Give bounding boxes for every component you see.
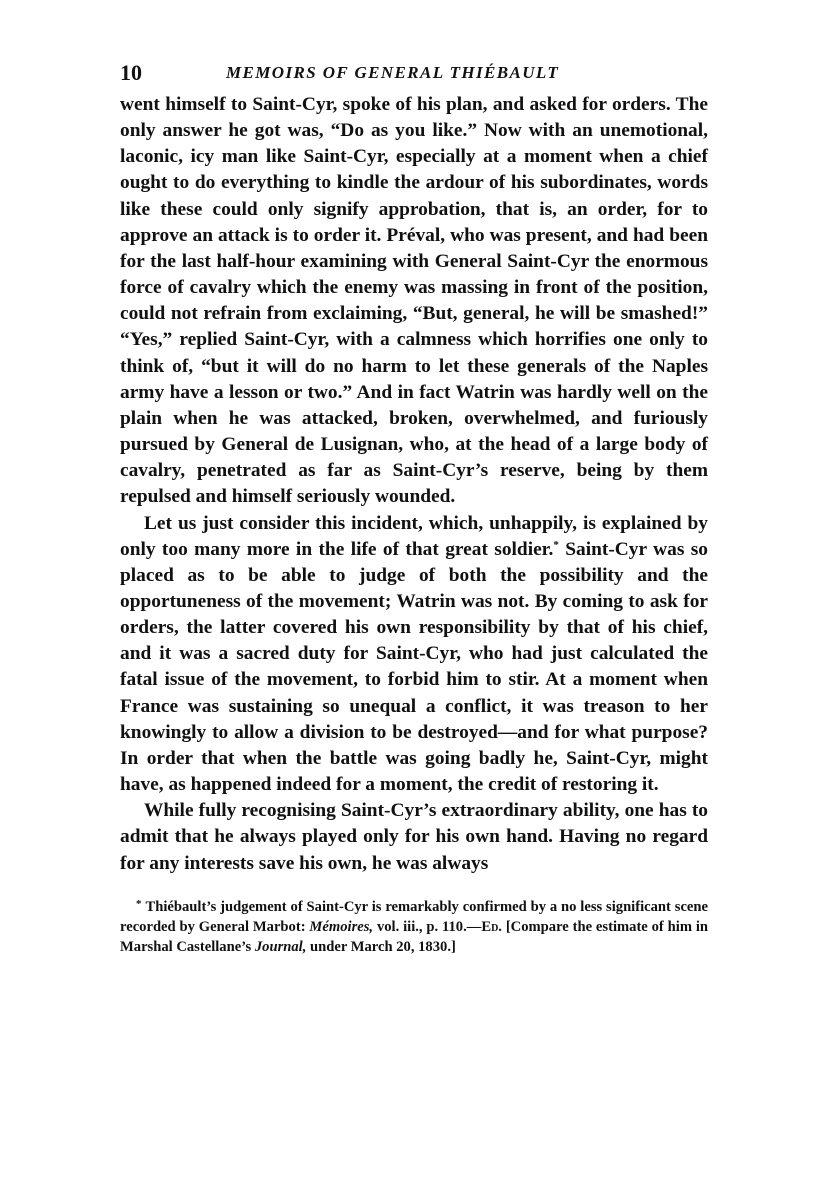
running-title: MEMOIRS OF GENERAL THIÉBAULT (226, 63, 560, 82)
footnote-text-3: [Compare the estimate of him in Marshal Castellane’s (120, 918, 708, 955)
book-page (120, 58, 708, 957)
running-head (120, 58, 708, 92)
body-text (120, 92, 708, 877)
paragraph-2-text: Let us just consider this incident, which, unhappily, is explained by only too many more in the life of that great soldier. (120, 512, 708, 560)
footnote-text-1: Thiébault’s judgement of Saint-Cyr is remarkably confirmed by a no less significant scene recorded by General Marbot: (120, 898, 708, 935)
footnote-journal: Journal, (254, 938, 307, 955)
footnote (120, 897, 708, 957)
footnote-memoires: Mémoires, (309, 918, 374, 935)
paragraph-1: went himself to Saint-Cyr, spoke of his plan, and asked for orders. The only answer he got was, “Do as you like.” Now with an unemotional, laconic, icy man like Saint-Cyr, especially at a moment when a chief ought to do everything to kindle the ardour of his subordinates, words like these could only signify approbation, that is, an order, for to approve an attack is to order it. Préval, who was present, and had been for the last half-hour examining with General Saint-Cyr the enormous force of cavalry which the enemy was massing in front of the position, could not refrain from exclaiming, “But, general, he will be smashed!” “Yes,” replied Saint-Cyr, with a calmness which horrifies one only to think of, “but it will do no harm to let these generals of the Naples army have a lesson or two.” And in fact Watrin was hardly well on the plain when he was attacked, broken, overwhelmed, and furiously pursued by General de Lusignan, who, at the head of a large body of cavalry, penetrated as far as Saint-Cyr’s reserve, being by them repulsed and himself seriously wounded. (120, 94, 708, 508)
footnote-marker: * (136, 897, 142, 910)
paragraph-3: While fully recognising Saint-Cyr’s extraordinary ability, one has to admit that he always played only for his own hand. Having no regard for any interests save his own, he was always (120, 800, 708, 874)
footnote-text-4: under March 20, 1830.] (310, 938, 456, 955)
paragraph-2 (120, 511, 708, 799)
footnote-reference[interactable]: * (553, 538, 559, 551)
footnotes (120, 897, 708, 957)
footnote-editor: Ed. (481, 918, 502, 935)
footnote-text-2: vol. iii., p. 110.— (376, 918, 482, 935)
paragraph-2-continuation: Saint-Cyr was so placed as to be able to judge of both the possibility and the opportuneness of the movement; Watrin was not. By coming to ask for orders, the latter covered his own responsibility by that of his chief, and it was a sacred duty for Saint-Cyr, who had just calculated the fatal issue of the movement, to forbid him to stir. At a moment when France was sustaining so unequal a conflict, it was treason to her knowingly to allow a division to be destroyed—and for what purpose? In order that when the battle was going badly he, Saint-Cyr, might have, as happened indeed for a moment, the credit of restoring it. (120, 538, 708, 796)
page-number: 10 (120, 60, 142, 85)
